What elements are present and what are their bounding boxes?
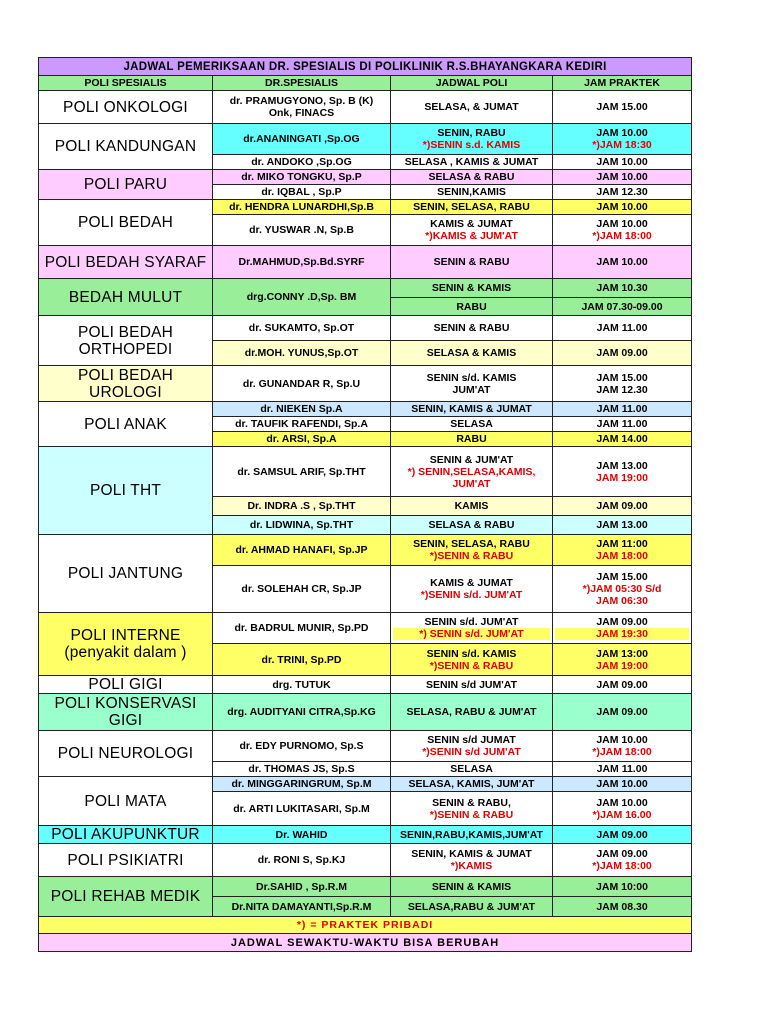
practice-time-line: *)JAM 18:00 — [592, 746, 652, 758]
poli-days — [391, 215, 553, 246]
practice-time-line: JAM 10.00 — [596, 156, 648, 168]
doctor-name-line: dr. GUNANDAR R, Sp.U — [242, 377, 361, 390]
poli-days — [391, 155, 553, 170]
practice-time-line: JAM 12.30 — [596, 186, 648, 198]
practice-time — [553, 215, 692, 246]
doctor-name-line: dr. SOLEHAH CR, Sp.JP — [241, 583, 362, 595]
practice-time-line: JAM 19:00 — [596, 659, 648, 672]
poli-days-line: KAMIS — [454, 500, 489, 512]
practice-time — [553, 298, 692, 316]
schedule-row — [39, 246, 692, 279]
practice-time-line: JAM 09.00 — [596, 828, 648, 841]
poli-name-line: POLI BEDAH — [77, 214, 174, 231]
poli-days — [391, 644, 553, 676]
poli-days-line: SENIN & RABU — [433, 322, 510, 334]
doctor-name — [213, 246, 391, 279]
practice-time — [553, 497, 692, 516]
doctor-name — [213, 731, 391, 762]
poli-days-line: SENIN s/d. KAMIS — [426, 371, 517, 384]
practice-time-line: JAM 11.00 — [596, 763, 648, 775]
doctor-name-line: dr. PRAMUGYONO, Sp. B (K) — [229, 95, 374, 107]
poli-days — [391, 402, 553, 417]
doctor-name — [213, 185, 391, 200]
doctor-name — [213, 613, 391, 644]
header-time: JAM PRAKTEK — [553, 76, 692, 91]
poli-days — [391, 185, 553, 200]
practice-time-line: JAM 11.00 — [596, 403, 648, 415]
doctor-name — [213, 762, 391, 777]
doctor-name — [213, 170, 391, 185]
practice-time-line: JAM 10.00 — [596, 256, 648, 268]
poli-days-line: SENIN, RABU — [437, 127, 506, 139]
poli-days-line: KAMIS & JUMAT — [430, 218, 513, 230]
poli-days-line: SELASA — [450, 763, 493, 775]
poli-days — [391, 694, 553, 731]
poli-days-line: SENIN s/d. KAMIS — [426, 647, 517, 660]
poli-days-line: *)SENIN & RABU — [429, 808, 514, 821]
poli-name-line: POLI JANTUNG — [67, 565, 184, 582]
practice-time-line: JAM 09.00 — [596, 706, 648, 718]
practice-time-line: JAM 13.00 — [596, 459, 648, 472]
poli-days — [391, 516, 553, 535]
schedule-row — [39, 844, 692, 877]
practice-time — [553, 694, 692, 731]
poli-days — [391, 91, 553, 124]
doctor-name-line: Dr.NITA DAMAYANTI,Sp.R.M — [231, 900, 372, 913]
doctor-name — [213, 644, 391, 676]
practice-time-line: JAM 10.00 — [596, 796, 648, 809]
poli-days — [391, 124, 553, 155]
poli-name-line: POLI KANDUNGAN — [54, 138, 197, 155]
practice-time-line: JAM 10.00 — [596, 778, 648, 790]
practice-time-line: *)JAM 18:00 — [592, 230, 652, 242]
doctor-name-line: Dr. INDRA .S , Sp.THT — [247, 500, 356, 512]
doctor-name-line: dr. AHMAD HANAFI, Sp.JP — [235, 544, 368, 556]
poli-days-line: *)SENIN s.d. KAMIS — [422, 139, 521, 151]
poli-name-line: POLI GIGI — [88, 676, 163, 693]
practice-time — [553, 897, 692, 917]
doctor-name-line: dr.ANANINGATI ,Sp.OG — [243, 133, 360, 145]
poli-days — [391, 417, 553, 432]
poli-days — [391, 279, 553, 298]
poli-days — [391, 170, 553, 185]
practice-time — [553, 516, 692, 535]
poli-name-line: BEDAH MULUT — [68, 288, 183, 306]
poli-name-line: UROLOGI — [89, 383, 162, 401]
practice-time — [553, 566, 692, 613]
doctor-name — [213, 402, 391, 417]
poli-days — [391, 447, 553, 497]
schedule-row — [39, 694, 692, 731]
poli-name — [39, 170, 213, 200]
practice-time-line: JAM 10.30 — [596, 282, 648, 294]
poli-days — [391, 497, 553, 516]
doctor-name-line: dr. RONI S, Sp.KJ — [257, 854, 346, 866]
poli-days — [391, 298, 553, 316]
doctor-name-line: dr. SUKAMTO, Sp.OT — [248, 322, 355, 334]
practice-time — [553, 676, 692, 694]
poli-days — [391, 826, 553, 844]
poli-name-line: POLI BEDAH — [77, 323, 174, 341]
doctor-name — [213, 516, 391, 535]
doctor-name — [213, 316, 391, 341]
practice-time — [553, 844, 692, 877]
practice-time — [553, 246, 692, 279]
doctor-name-line: dr. TAUFIK RAFENDI, Sp.A — [235, 418, 368, 430]
poli-name — [39, 844, 213, 877]
schedule-row — [39, 826, 692, 844]
practice-time-line: *)JAM 18:30 — [592, 139, 652, 151]
poli-name — [39, 447, 213, 535]
practice-time-line: JAM 07.30-09.00 — [581, 300, 663, 313]
poli-days — [391, 200, 553, 215]
doctor-name — [213, 676, 391, 694]
practice-time — [553, 535, 692, 566]
poli-name-line: POLI REHAB MEDIK — [50, 888, 201, 905]
private-practice-note: *) = PRAKTEK PRIBADI — [39, 917, 692, 934]
practice-time — [553, 91, 692, 124]
poli-days-line: *)SENIN s/d. JUM'AT — [420, 589, 523, 601]
schedule-row — [39, 366, 692, 402]
doctor-name — [213, 155, 391, 170]
poli-name-line: POLI PARU — [83, 176, 168, 193]
practice-time-line: JAM 09.00 — [596, 848, 648, 860]
practice-time-line: JAM 10.00 — [596, 127, 648, 139]
poli-days-line: *)SENIN & RABU — [429, 550, 514, 562]
doctor-name — [213, 417, 391, 432]
poli-name-line: ORTHOPEDI — [78, 340, 173, 358]
practice-time-line: JAM 09.00 — [596, 347, 648, 359]
poli-days-line: SELASA & RABU — [428, 519, 515, 531]
poli-days — [391, 566, 553, 613]
practice-time — [553, 877, 692, 897]
poli-days — [391, 613, 553, 644]
header-doctor: DR.SPESIALIS — [213, 76, 391, 91]
doctor-name — [213, 91, 391, 124]
poli-name — [39, 535, 213, 613]
practice-time — [553, 762, 692, 777]
poli-days-line: SENIN, KAMIS & JUMAT — [411, 848, 532, 860]
schedule-table — [38, 57, 692, 952]
poli-days — [391, 877, 553, 897]
practice-time-line: JAM 10.00 — [596, 201, 648, 213]
practice-time — [553, 170, 692, 185]
poli-days-line: JUM'AT — [452, 383, 491, 396]
poli-days-line: SELASA, & JUMAT — [424, 101, 519, 113]
poli-name-line: POLI BEDAH SYARAF — [44, 253, 207, 271]
practice-time-line: JAM 10.00 — [596, 734, 648, 746]
poli-name-line: POLI PSIKIATRI — [67, 851, 184, 869]
poli-name-line: POLI ANAK — [84, 415, 167, 433]
poli-name — [39, 676, 213, 694]
poli-name — [39, 777, 213, 826]
practice-time — [553, 432, 692, 447]
practice-time-line: *)JAM 16.00 — [592, 808, 652, 821]
doctor-name-line: drg. TUTUK — [272, 678, 331, 691]
doctor-name-line: dr. MINGGARINGRUM, Sp.M — [231, 778, 372, 790]
doctor-name — [213, 497, 391, 516]
poli-days — [391, 777, 553, 792]
poli-days-line: SELASA — [450, 418, 493, 430]
schedule-row — [39, 200, 692, 215]
poli-days-line: SENIN s/d JUM'AT — [426, 678, 517, 691]
practice-time — [553, 366, 692, 402]
doctor-name — [213, 777, 391, 792]
poli-days — [391, 535, 553, 566]
poli-days-line: SENIN, SELASA, RABU — [413, 201, 530, 213]
doctor-name — [213, 826, 391, 844]
poli-name-line: POLI AKUPUNKTUR — [51, 826, 200, 843]
practice-time — [553, 417, 692, 432]
practice-time-line: JAM 15.00 — [596, 101, 648, 113]
poli-name-line: GIGI — [108, 712, 143, 729]
poli-name — [39, 124, 213, 170]
practice-time-line: JAM 10.00 — [596, 218, 648, 230]
doctor-name-line: Dr.MAHMUD,Sp.Bd.SYRF — [238, 256, 365, 268]
doctor-name — [213, 366, 391, 402]
practice-time — [553, 731, 692, 762]
practice-time-line: JAM 18:00 — [596, 550, 648, 562]
poli-days — [391, 792, 553, 826]
schedule-row — [39, 91, 692, 124]
poli-days-line: SELASA, RABU & JUM'AT — [406, 706, 537, 718]
poli-days — [391, 762, 553, 777]
practice-time-line: JAM 08.30 — [596, 900, 648, 913]
practice-time-line: *)JAM 18:00 — [592, 860, 652, 872]
poli-name — [39, 91, 213, 124]
poli-days — [391, 432, 553, 447]
doctor-name — [213, 897, 391, 917]
doctor-name — [213, 694, 391, 731]
practice-time-line: JAM 13:00 — [596, 647, 648, 660]
doctor-name-line: dr. BADRUL MUNIR, Sp.PD — [234, 622, 369, 634]
header-days: JADWAL POLI — [391, 76, 553, 91]
doctor-name-line: dr. TRINI, Sp.PD — [261, 653, 342, 666]
practice-time-line: JAM 06:30 — [596, 595, 648, 607]
poli-days-line: *)SENIN & RABU — [429, 659, 514, 672]
practice-time — [553, 185, 692, 200]
schedule-row — [39, 535, 692, 566]
schedule-row — [39, 402, 692, 417]
doctor-name-line: dr. MIKO TONGKU, Sp.P — [241, 171, 362, 183]
poli-days-line: SENIN & RABU, — [432, 796, 511, 809]
poli-days-line: JUM'AT — [452, 477, 491, 490]
poli-days-line: SENIN & KAMIS — [431, 282, 512, 294]
poli-name — [39, 246, 213, 279]
practice-time-line: JAM 11.00 — [596, 322, 648, 334]
doctor-name-line: dr. ANDOKO ,Sp.OG — [251, 156, 352, 168]
practice-time — [553, 155, 692, 170]
doctor-name-line: dr. LIDWINA, Sp.THT — [249, 519, 354, 531]
poli-name — [39, 279, 213, 316]
poli-days-line: SENIN & RABU — [433, 256, 510, 268]
schedule-row — [39, 279, 692, 298]
doctor-name-line: drg.CONNY .D,Sp. BM — [246, 291, 357, 303]
poli-days-line: SELASA & KAMIS — [426, 347, 517, 359]
doctor-name-line: dr. THOMAS JS, Sp.S — [248, 763, 355, 775]
poli-days-line: SELASA , KAMIS & JUMAT — [404, 156, 539, 168]
practice-time — [553, 279, 692, 298]
doctor-name — [213, 200, 391, 215]
practice-time — [553, 402, 692, 417]
poli-days-line: SELASA & RABU — [428, 171, 515, 183]
poli-name-line: POLI THT — [89, 482, 162, 499]
doctor-name — [213, 844, 391, 877]
doctor-name — [213, 432, 391, 447]
doctor-name — [213, 535, 391, 566]
poli-days — [391, 844, 553, 877]
poli-days-line: SENIN & KAMIS — [431, 880, 512, 893]
doctor-name-line: dr. ARSI, Sp.A — [266, 433, 337, 445]
doctor-name — [213, 566, 391, 613]
practice-time-line: JAM 09.00 — [596, 678, 648, 691]
poli-name — [39, 402, 213, 447]
doctor-name-line: Dr. WAHID — [275, 828, 328, 841]
schedule-row — [39, 447, 692, 497]
doctor-name — [213, 877, 391, 897]
poli-days-line: *)KAMIS — [450, 860, 493, 872]
practice-time — [553, 124, 692, 155]
poli-days — [391, 897, 553, 917]
practice-time — [553, 826, 692, 844]
poli-days — [391, 731, 553, 762]
poli-days-line: SENIN s/d. JUM'AT — [393, 616, 550, 628]
doctor-name-line: dr. HENDRA LUNARDHI,Sp.B — [229, 201, 374, 213]
poli-name — [39, 877, 213, 917]
poli-days-line: SENIN s/d JUMAT — [427, 734, 516, 746]
schedule-row — [39, 877, 692, 897]
schedule-row — [39, 170, 692, 185]
poli-name — [39, 200, 213, 246]
doctor-name-line: dr.MOH. YUNUS,Sp.OT — [244, 347, 359, 359]
poli-days — [391, 316, 553, 341]
doctor-name — [213, 447, 391, 497]
practice-time-line: *)JAM 05:30 S/d — [582, 583, 662, 595]
poli-name — [39, 694, 213, 731]
doctor-name — [213, 215, 391, 246]
practice-time — [553, 777, 692, 792]
poli-days-line: SENIN & JUM'AT — [429, 453, 514, 466]
schedule-row — [39, 124, 692, 155]
poli-name-line: POLI ONKOLOGI — [63, 98, 188, 116]
practice-time-line: JAM 19:30 — [555, 628, 689, 640]
poli-days-line: SENIN, SELASA, RABU — [413, 538, 530, 550]
poli-days-line: *) SENIN s/d. JUM'AT — [393, 628, 550, 640]
practice-time — [553, 316, 692, 341]
poli-name-line: (penyakit dalam ) — [64, 644, 187, 661]
practice-time — [553, 447, 692, 497]
header-row — [39, 76, 692, 91]
practice-time-line: JAM 11.00 — [596, 418, 648, 430]
poli-name — [39, 826, 213, 844]
schedule-row — [39, 676, 692, 694]
practice-time-line: JAM 13.00 — [596, 519, 648, 531]
schedule-row — [39, 731, 692, 762]
poli-days-line: SELASA, KAMIS, JUM'AT — [408, 778, 535, 790]
practice-time — [553, 341, 692, 366]
practice-time-line: JAM 19:00 — [596, 471, 648, 484]
poli-days-line: *) SENIN,SELASA,KAMIS, — [407, 465, 536, 478]
poli-name-line: POLI MATA — [84, 792, 167, 810]
poli-days-line: SENIN,RABU,KAMIS,JUM'AT — [400, 828, 543, 841]
practice-time-line: JAM 14.00 — [596, 433, 648, 445]
poli-name — [39, 731, 213, 777]
poli-name — [39, 366, 213, 402]
schedule-row — [39, 777, 692, 792]
doctor-name — [213, 792, 391, 826]
poli-days — [391, 246, 553, 279]
schedule-footer: JADWAL SEWAKTU-WAKTU BISA BERUBAH — [39, 934, 692, 952]
poli-name — [39, 613, 213, 676]
doctor-name-line: Onk, FINACS — [268, 107, 335, 119]
practice-time-line: JAM 09.00 — [596, 500, 648, 512]
poli-days-line: SENIN,KAMIS — [437, 186, 506, 198]
practice-time-line: JAM 10:00 — [596, 880, 648, 893]
poli-days-line: *)KAMIS & JUM'AT — [425, 230, 518, 242]
poli-days-line: RABU — [456, 300, 487, 313]
practice-time-line: JAM 15.00 — [596, 371, 648, 384]
poli-days — [391, 366, 553, 402]
practice-time-line: JAM 12.30 — [596, 383, 648, 396]
doctor-name-line: dr. NIEKEN Sp.A — [260, 403, 343, 415]
poli-name-line: POLI KONSERVASI — [54, 695, 197, 712]
practice-time — [553, 200, 692, 215]
doctor-name — [213, 124, 391, 155]
practice-time — [553, 792, 692, 826]
doctor-name — [213, 279, 391, 316]
doctor-name-line: Dr.SAHID , Sp.R.M — [255, 880, 347, 893]
doctor-name-line: dr. YUSWAR .N, Sp.B — [249, 224, 354, 236]
poli-days-line: SELASA,RABU & JUM'AT — [407, 900, 536, 913]
doctor-name-line: dr. ARTI LUKITASARI, Sp.M — [233, 802, 370, 815]
poli-days-line: RABU — [456, 433, 487, 445]
poli-days — [391, 676, 553, 694]
doctor-name-line: drg. AUDITYANI CITRA,Sp.KG — [227, 706, 376, 718]
schedule-title: JADWAL PEMERIKSAAN DR. SPESIALIS DI POLIKLINIK R.S.BHAYANGKARA KEDIRI — [39, 58, 692, 76]
header-poli: POLI SPESIALIS — [39, 76, 213, 91]
poli-name-line: POLI INTERNE — [70, 627, 181, 644]
practice-time — [553, 644, 692, 676]
poli-name — [39, 316, 213, 366]
practice-time-line: JAM 11:00 — [596, 538, 648, 550]
poli-days — [391, 341, 553, 366]
schedule-row — [39, 613, 692, 644]
doctor-name-line: dr. SAMSUL ARIF, Sp.THT — [237, 465, 366, 478]
practice-time-line: JAM 09.00 — [555, 616, 689, 628]
practice-time-line: JAM 15.00 — [596, 571, 648, 583]
practice-time — [553, 613, 692, 644]
schedule-row — [39, 316, 692, 341]
poli-days-line: KAMIS & JUMAT — [430, 577, 513, 589]
practice-time-line: JAM 10.00 — [596, 171, 648, 183]
poli-name-line: POLI NEUROLOGI — [57, 745, 194, 762]
poli-days-line: SENIN, KAMIS & JUMAT — [411, 403, 532, 415]
poli-days-line: *)SENIN s/d JUM'AT — [422, 746, 521, 758]
doctor-name-line: dr. IQBAL , Sp.P — [261, 186, 342, 198]
doctor-name — [213, 341, 391, 366]
doctor-name-line: dr. EDY PURNOMO, Sp.S — [239, 740, 364, 752]
poli-name-line: POLI BEDAH — [77, 366, 174, 384]
